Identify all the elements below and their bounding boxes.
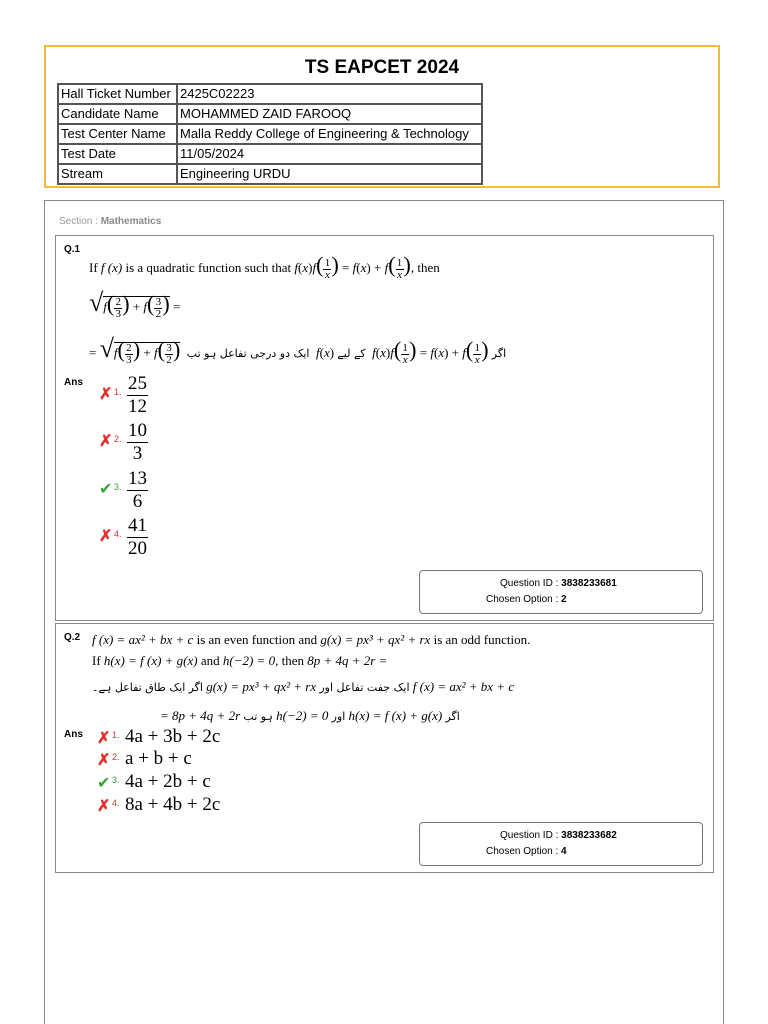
chosen-option-label: Chosen Option : (486, 846, 559, 857)
chosen-option (486, 846, 567, 857)
table-row (58, 104, 482, 124)
urdu-clause: اگر (445, 710, 460, 723)
urdu-clause: ہو تب (243, 710, 273, 723)
field-label: Candidate Name (58, 104, 177, 124)
cross-icon: ✗ (99, 433, 113, 450)
chosen-option (486, 594, 567, 605)
text: and (200, 653, 220, 668)
question-text-urdu-line1 (92, 679, 514, 695)
expr-target: = 8p + 4q + 2r (160, 708, 241, 723)
question-expression: √f( $\frac{2}{3}$ ) + f( $\frac{3}{2}$ ) = (89, 288, 181, 320)
option-1 (99, 374, 219, 418)
option-number: 4. (112, 798, 120, 808)
candidate-info-card (44, 45, 720, 188)
field-value: Malla Reddy College of Engineering & Technology (177, 124, 482, 144)
option-2 (97, 750, 267, 772)
expr-target: 8p + 4q + 2r = (307, 653, 388, 668)
field-value: 11/05/2024 (177, 144, 482, 164)
question-meta (419, 570, 703, 614)
text: is an even function and (196, 632, 318, 647)
answer-label: Ans (64, 729, 83, 740)
option-4 (99, 516, 219, 560)
table-row (58, 144, 482, 164)
question-text-en-line2 (92, 653, 387, 669)
chosen-option-value: 2 (561, 594, 567, 605)
text: , then (275, 653, 304, 668)
question-text-en-line1 (92, 632, 530, 648)
option-1 (97, 728, 267, 750)
check-icon: ✔ (99, 481, 113, 498)
option-expression: 4a + 2b + c (125, 771, 211, 792)
expr-h-value: h(−2) = 0 (222, 653, 276, 668)
numerator: 10 (128, 420, 147, 441)
section-label (59, 216, 161, 227)
question-card-1 (55, 235, 714, 621)
exam-title: TS EAPCET 2024 (304, 57, 460, 78)
field-value: 2425C02223 (177, 84, 482, 104)
question-text-lead: If (89, 260, 98, 275)
option-number: 2. (112, 752, 120, 762)
expr-fx: f (x) = ax² + bx + c (412, 679, 515, 694)
option-fraction (127, 469, 148, 511)
answer-label: Ans (64, 377, 83, 388)
option-3 (99, 469, 219, 513)
question-text-then: , then (410, 260, 440, 275)
question-text-urdu-line2 (160, 708, 460, 724)
denominator: 12 (128, 396, 147, 417)
question-fx: f (x) (100, 260, 123, 275)
question-id-label: Question ID : (500, 830, 559, 841)
option-4 (97, 796, 267, 818)
table-row (58, 84, 482, 104)
option-number: 1. (114, 387, 122, 397)
section-prefix: Section : (59, 216, 98, 227)
question-id (500, 830, 617, 841)
cross-icon: ✗ (97, 752, 111, 769)
numerator: 25 (128, 373, 147, 394)
question-id-value: 3838233681 (561, 578, 617, 589)
cross-icon: ✗ (97, 730, 111, 747)
option-expression: 8a + 4b + 2c (125, 794, 221, 815)
field-value: MOHAMMED ZAID FAROOQ (177, 104, 482, 124)
expr-gx: g(x) = px³ + qx² + rx (320, 632, 431, 647)
field-label: Hall Ticket Number (58, 84, 177, 104)
expr-hx: h(x) = f (x) + g(x) (348, 708, 443, 723)
field-label: Test Center Name (58, 124, 177, 144)
cross-icon: ✗ (99, 528, 113, 545)
question-meta (419, 822, 703, 866)
question-id (500, 578, 617, 589)
expr-h-value: h(−2) = 0 (276, 708, 329, 723)
option-2 (99, 421, 219, 465)
denominator: 6 (132, 491, 143, 512)
question-id-value: 3838233682 (561, 830, 617, 841)
urdu-clause: اگر (491, 347, 507, 360)
option-number: 3. (112, 775, 120, 785)
cross-icon: ✗ (97, 798, 111, 815)
urdu-clause: کے لیے (337, 347, 366, 360)
question-number: Q.1 (64, 244, 81, 255)
option-number: 4. (114, 529, 122, 539)
chosen-option-label: Chosen Option : (486, 594, 559, 605)
field-label: Test Date (58, 144, 177, 164)
option-3 (97, 773, 267, 795)
option-fraction (127, 421, 148, 463)
urdu-clause: ایک طاق تفاعل ہے۔ (92, 681, 186, 694)
text: If (92, 653, 101, 668)
table-row (58, 124, 482, 144)
question-text-mid: is a quadratic function such that (125, 260, 292, 275)
field-value: Engineering URDU (177, 164, 482, 184)
text: is an odd function. (433, 632, 531, 647)
numerator: 13 (128, 468, 147, 489)
option-number: 3. (114, 482, 122, 492)
urdu-clause: اور (331, 710, 346, 723)
option-number: 2. (114, 434, 122, 444)
denominator: 3 (132, 443, 143, 464)
urdu-clause: اگر (188, 681, 203, 694)
section-name: Mathematics (100, 216, 162, 227)
option-number: 1. (112, 730, 120, 740)
question-number: Q.2 (64, 632, 81, 643)
section-panel (44, 200, 724, 1024)
question-text-urdu: = √f( $\frac{2}{3}$ ) + f( $\frac{3}{2}$ ) ایک دو درجی تفاعل ہو تب f(x) کے لیے f(x)f( $\frac{1}{x}$ ) = f(x) + f( $\frac{1}{x}$ ) اگر (89, 334, 507, 366)
cross-icon: ✗ (99, 386, 113, 403)
urdu-clause: ایک دو درجی تفاعل ہو تب (186, 347, 310, 360)
question-text-en: If f (x) is a quadratic function such that f(x)f( $\frac{1}{x}$ ) = f(x) + f( $\frac{1}{x}$ ), then (89, 252, 440, 281)
expr-gx: g(x) = px³ + qx² + rx (206, 679, 317, 694)
expr-hx: h(x) = f (x) + g(x) (103, 653, 198, 668)
option-fraction (127, 516, 148, 558)
candidate-info-table (57, 83, 483, 185)
denominator: 20 (128, 538, 147, 559)
table-row (58, 164, 482, 184)
check-icon: ✔ (97, 775, 111, 792)
numerator: 41 (128, 515, 147, 536)
option-expression: a + b + c (125, 748, 192, 769)
question-card-2 (55, 623, 714, 873)
chosen-option-value: 4 (561, 846, 567, 857)
option-expression: 4a + 3b + 2c (125, 726, 221, 747)
expr-fx: f (x) = ax² + bx + c (92, 632, 194, 647)
question-id-label: Question ID : (500, 578, 559, 589)
field-label: Stream (58, 164, 177, 184)
option-fraction (127, 374, 148, 416)
urdu-clause: ایک جفت تفاعل اور (319, 681, 410, 694)
